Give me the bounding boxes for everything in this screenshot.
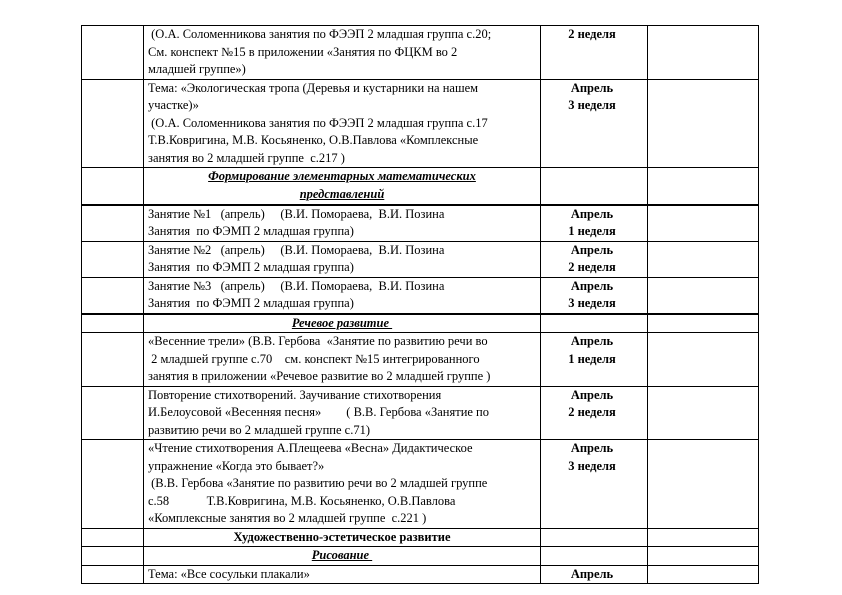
date-line: 1 неделя bbox=[568, 351, 616, 366]
notes-cell bbox=[648, 528, 759, 547]
notes-cell bbox=[648, 79, 759, 168]
date-cell bbox=[541, 440, 648, 529]
content-cell bbox=[144, 277, 541, 314]
section-row bbox=[82, 547, 759, 566]
table-row bbox=[82, 386, 759, 440]
table-row bbox=[82, 26, 759, 80]
text-line: младшей группе») bbox=[148, 62, 246, 76]
table-row bbox=[82, 440, 759, 529]
notes-cell bbox=[648, 314, 759, 333]
date-line: 2 неделя bbox=[568, 405, 616, 419]
table-row bbox=[82, 333, 759, 387]
text-line: Тема: «Экологическая тропа (Деревья и кустарники на нашем bbox=[148, 80, 479, 95]
number-cell bbox=[82, 79, 144, 168]
content-cell bbox=[144, 565, 541, 584]
text-line: (О.А. Соломенникова занятия по ФЭЭП 2 младшая группа с.17 bbox=[148, 115, 488, 130]
date-line: 1 неделя bbox=[568, 224, 616, 238]
number-cell bbox=[82, 241, 144, 277]
notes-cell bbox=[648, 547, 759, 566]
date-line: 2 неделя bbox=[568, 260, 616, 274]
text-line: (В.В. Гербова «Занятие по развитию речи во 2 младшей группе bbox=[148, 476, 488, 490]
section-row bbox=[82, 314, 759, 333]
date-cell bbox=[541, 565, 648, 584]
text-line: занятия в приложении «Речевое развитие во 2 младшей группе ) bbox=[148, 369, 491, 383]
section-row bbox=[82, 168, 759, 205]
date-cell bbox=[541, 314, 648, 333]
date-cell bbox=[541, 528, 648, 547]
date-line: Апрель bbox=[570, 566, 614, 581]
date-cell bbox=[541, 277, 648, 314]
number-cell bbox=[82, 277, 144, 314]
date-line: Апрель bbox=[570, 278, 614, 293]
table-row bbox=[82, 205, 759, 242]
notes-cell bbox=[648, 440, 759, 529]
table-row bbox=[82, 241, 759, 277]
number-cell bbox=[82, 565, 144, 584]
text-line: развитию речи во 2 младшей группе с.71) bbox=[148, 422, 370, 437]
number-cell bbox=[82, 386, 144, 440]
text-line: И.Белоусовой «Весенняя песня» ( В.В. Гербова «Занятие по bbox=[148, 405, 489, 419]
section-title bbox=[144, 547, 541, 566]
table-row bbox=[82, 79, 759, 168]
text-line: «Комплексные занятия во 2 младшей группе с.221 ) bbox=[148, 511, 427, 525]
text-line: (О.А. Соломенникова занятия по ФЭЭП 2 младшая группа с.20; bbox=[148, 27, 492, 41]
content-cell bbox=[144, 205, 541, 242]
text-line: «Весенние трели» (В.В. Гербова «Занятие по развитию речи во bbox=[148, 334, 488, 348]
number-cell bbox=[82, 205, 144, 242]
notes-cell bbox=[648, 26, 759, 80]
notes-cell bbox=[648, 565, 759, 584]
text-line: Рисование bbox=[311, 548, 373, 562]
date-cell bbox=[541, 386, 648, 440]
text-line: Тема: «Все сосульки плакали» bbox=[148, 566, 310, 581]
text-line: 2 младшей группе с.70 см. конспект №15 интегрированного bbox=[148, 351, 480, 366]
date-cell bbox=[541, 333, 648, 387]
text-line: с.58 Т.В.Ковригина, М.В. Косьяненко, О.В.Павлова bbox=[148, 493, 456, 508]
table-row bbox=[82, 277, 759, 314]
text-line: занятия во 2 младшей группе с.217 ) bbox=[148, 150, 345, 165]
text-line: упражнение «Когда это бывает?» bbox=[148, 458, 325, 473]
section-title bbox=[144, 528, 541, 547]
text-line: Формирование элементарных математических bbox=[208, 169, 476, 183]
date-cell bbox=[541, 205, 648, 242]
text-line: Художественно-эстетическое развитие bbox=[233, 529, 451, 544]
notes-cell bbox=[648, 205, 759, 242]
number-cell bbox=[82, 26, 144, 80]
notes-cell bbox=[648, 333, 759, 387]
number-cell bbox=[82, 547, 144, 566]
text-line: Занятие №2 (апрель) (В.И. Помораева, В.И. Позина bbox=[148, 242, 445, 257]
text-line: Занятия по ФЭМП 2 младшая группа) bbox=[148, 224, 354, 238]
number-cell bbox=[82, 440, 144, 529]
text-line: Занятие №3 (апрель) (В.И. Помораева, В.И. Позина bbox=[148, 278, 445, 293]
date-line: 3 неделя bbox=[568, 458, 616, 473]
text-line: участке)» bbox=[148, 98, 199, 112]
content-cell bbox=[144, 79, 541, 168]
number-cell bbox=[82, 333, 144, 387]
notes-cell bbox=[648, 241, 759, 277]
section-title bbox=[144, 168, 541, 205]
text-line: «Чтение стихотворения А.Плещеева «Весна» Дидактическое bbox=[148, 441, 473, 455]
date-cell bbox=[541, 241, 648, 277]
text-line: Занятия по ФЭМП 2 младшая группа) bbox=[148, 296, 354, 310]
date-cell bbox=[541, 26, 648, 80]
text-line: Т.В.Ковригина, М.В. Косьяненко, О.В.Павлова «Комплексные bbox=[148, 133, 479, 147]
date-line: Апрель bbox=[570, 80, 614, 95]
content-cell bbox=[144, 241, 541, 277]
content-cell bbox=[144, 386, 541, 440]
text-line: представлений bbox=[299, 186, 385, 201]
plan-table bbox=[81, 25, 759, 584]
notes-cell bbox=[648, 386, 759, 440]
section-row bbox=[82, 528, 759, 547]
text-line: Речевое развитие bbox=[291, 315, 393, 330]
date-cell bbox=[541, 547, 648, 566]
date-line: Апрель bbox=[570, 387, 614, 402]
content-cell bbox=[144, 440, 541, 529]
date-line: Апрель bbox=[570, 242, 614, 257]
notes-cell bbox=[648, 168, 759, 205]
date-line: 2 неделя bbox=[568, 27, 616, 41]
number-cell bbox=[82, 528, 144, 547]
date-line: Апрель bbox=[570, 441, 614, 455]
text-line: Занятия по ФЭМП 2 младшая группа) bbox=[148, 260, 354, 274]
text-line: Занятие №1 (апрель) (В.И. Помораева, В.И. Позина bbox=[148, 206, 445, 221]
date-line: 3 неделя bbox=[568, 98, 616, 112]
text-line: Повторение стихотворений. Заучивание стихотворения bbox=[148, 387, 442, 402]
table-row bbox=[82, 565, 759, 584]
number-cell bbox=[82, 168, 144, 205]
number-cell bbox=[82, 314, 144, 333]
notes-cell bbox=[648, 277, 759, 314]
date-line: Апрель bbox=[570, 206, 614, 221]
date-line: Апрель bbox=[570, 334, 614, 348]
text-line: См. конспект №15 в приложении «Занятия по ФЦКМ во 2 bbox=[148, 44, 458, 59]
content-cell bbox=[144, 333, 541, 387]
date-line: 3 неделя bbox=[568, 296, 616, 310]
date-cell bbox=[541, 168, 648, 205]
content-cell bbox=[144, 26, 541, 80]
section-title bbox=[144, 314, 541, 333]
date-cell bbox=[541, 79, 648, 168]
